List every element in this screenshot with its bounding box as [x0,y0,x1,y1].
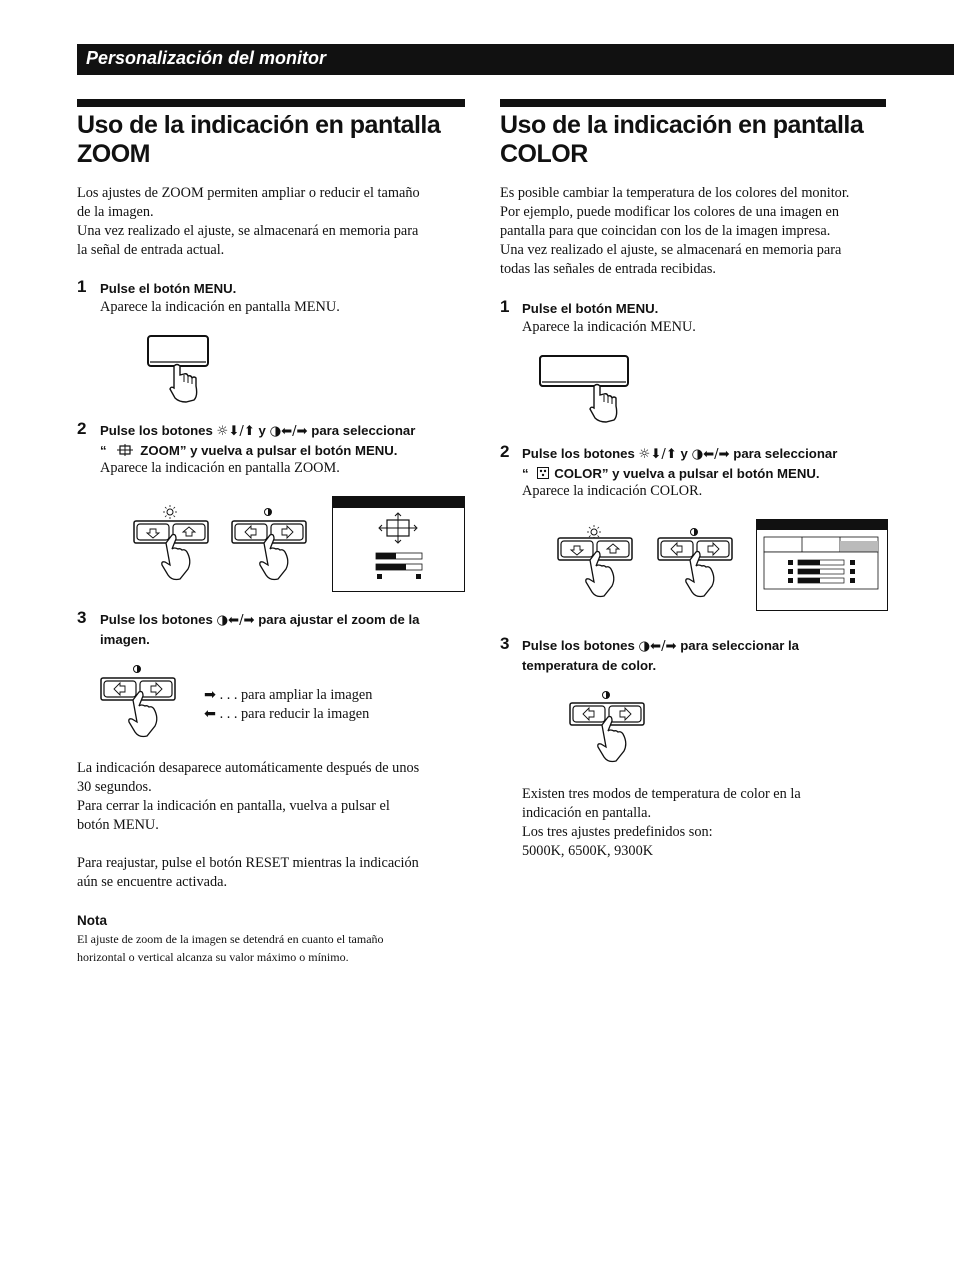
enlarge-legend: ➡ . . . para ampliar la imagen [204,687,373,703]
contrast-buttons-figure [230,505,310,585]
color-step2-result: Aparece la indicación COLOR. [522,483,703,499]
color-step3-instruction: Pulse los botones ◑⬅/➡ para seleccionar la temperatura de color. [522,638,800,673]
menu-button-figure-color-full [538,354,633,424]
color-step3-number: 3 [500,634,510,653]
color-step1-result: Aparece la indicación MENU. [522,319,696,335]
brightness-buttons-figure [132,505,212,585]
zoom-step1-instruction: Pulse el botón MENU. [100,281,237,296]
contrast-icon: ◑⬅/➡ [638,639,677,654]
contrast-icon: ◑⬅/➡ [691,447,730,462]
brightness-icon [163,505,177,519]
brightness-buttons-figure-color [556,525,636,605]
zoom-intro: Los ajustes de ZOOM permiten ampliar o reducir el tamaño de la imagen. Una vez realizado el ajuste, se almacenará en memoria para la señal de entrada actual. [77,185,420,258]
color-intro: Es posible cambiar la temperatura de los colores del monitor. Por ejemplo, puede modificar los colores de una imagen en pantalla para que coincidan con los de la imagen impresa. Una vez realizado el ajuste, se almacenará en memoria para todas las señales de entrada recibidas. [500,185,850,277]
section-header-title: Personalización del monitor [86,48,327,68]
zoom-osd-screen [332,496,465,592]
color-step1-number: 1 [500,297,510,316]
contrast-icon [265,509,272,516]
contrast-icon: ◑⬅/➡ [216,613,255,628]
brightness-icon [587,525,601,539]
zoom-title-rule [77,99,465,107]
zoom-paragraph-close: La indicación desaparece automáticamente después de unos 30 segundos. Para cerrar la indicación en pantalla, vuelva a pulsar el botón MENU. [77,760,420,833]
contrast-icon [691,529,698,536]
contrast-buttons-figure-color [656,525,736,605]
color-osd-screen [756,519,888,611]
hand-press-icon [170,365,197,403]
note-text: El ajuste de zoom de la imagen se detendrá en cuanto el tamaño horizontal o vertical alcanza su valor máximo o mínimo. [77,932,384,964]
brightness-icon: ☼⬇/⬆ [216,424,255,439]
right-arrow-icon: ➡ [204,687,216,703]
reduce-legend: ⬅ . . . para reducir la imagen [204,706,370,722]
hand-press-icon [590,385,617,423]
zoom-step1-number: 1 [77,277,87,296]
color-step1-instruction: Pulse el botón MENU. [522,301,659,316]
note-title: Nota [77,913,107,928]
color-step2-instruction: Pulse los botones ☼⬇/⬆ y ◑⬅/➡ para seleccionar “ COLOR” y vuelva a pulsar el botón MENU. [522,446,838,481]
contrast-icon [603,692,610,699]
zoom-step2-instruction: Pulse los botones ☼⬇/⬆ y ◑⬅/➡ para seleccionar “ ZOOM” y vuelva a pulsar el botón MENU. [100,423,416,458]
menu-button-figure [146,334,216,404]
zoom-paragraph-reset: Para reajustar, pulse el botón RESET mientras la indicación aún se encuentre activada. [77,855,419,890]
brightness-icon: ☼⬇/⬆ [638,447,677,462]
zoom-step3-number: 3 [77,608,87,627]
contrast-buttons-figure-color-step3 [568,688,648,768]
color-title-rule [500,99,886,107]
zoom-icon [116,444,134,456]
contrast-buttons-figure-step3 [99,662,179,742]
contrast-icon: ◑⬅/➡ [269,424,308,439]
zoom-step3-instruction: Pulse los botones ◑⬅/➡ para ajustar el zoom de la imagen. [100,612,420,647]
section-header-bar [77,44,954,75]
zoom-step2-number: 2 [77,419,87,438]
color-step2-number: 2 [500,442,510,461]
zoom-title: Uso de la indicación en pantalla ZOOM [77,111,441,168]
color-icon [537,467,549,479]
zoom-step2-result: Aparece la indicación en pantalla ZOOM. [100,460,340,476]
left-arrow-icon: ⬅ [204,706,216,722]
color-title: Uso de la indicación en pantalla COLOR [500,111,864,168]
zoom-step1-result: Aparece la indicación en pantalla MENU. [100,299,340,315]
color-temperature-text: Existen tres modos de temperatura de color en la indicación en pantalla. Los tres ajustes predefinidos son: 5000K, 6500K, 9300K [522,786,801,859]
contrast-icon [134,666,141,673]
